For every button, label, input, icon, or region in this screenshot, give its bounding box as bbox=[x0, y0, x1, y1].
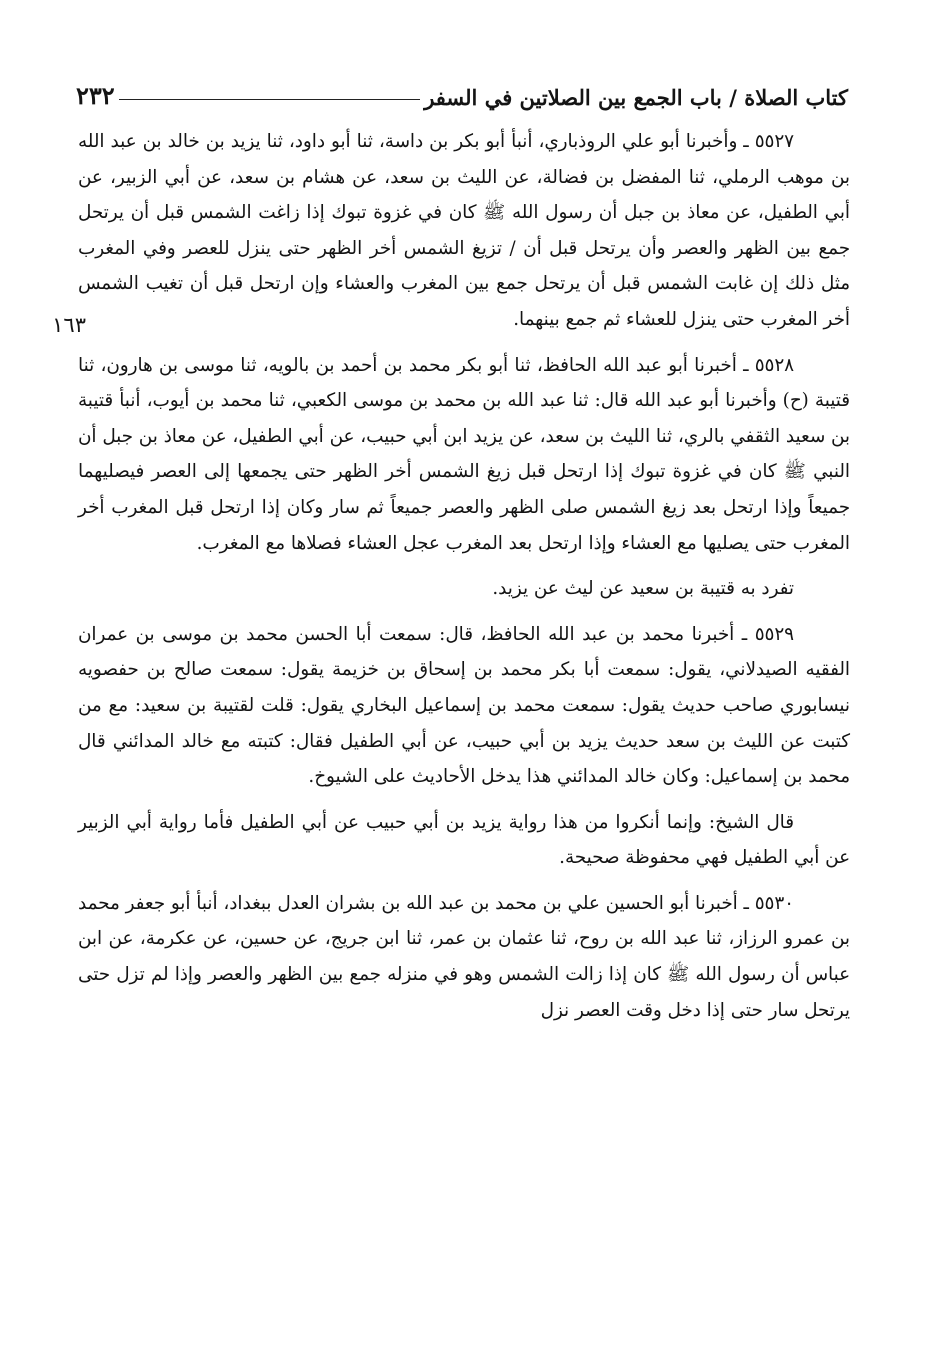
hadith-5528: ٥٥٢٨ ـ أخبرنا أبو عبد الله الحافظ، ثنا أبو بكر محمد بن أحمد بن بالويه، ثنا موسى بن هارون، ثنا قتيبة (ح) وأخبرنا أبو عبد الله قال: ثنا عبد الله بن محمد بن موسى الكعبي، ثنا محمد بن أيوب، أنبأ قتيبة بن سعيد الثقفي بالري، ثنا الليث بن سعد، عن يزيد ابن أبي حبيب، عن أبي الطفيل، عن معاذ بن جبل أن النبي ﷺ كان في غزوة تبوك إذا ارتحل قبل زيغ الشمس أخر الظهر حتى يجمعها إلى العصر فيصليهما جميعاً وإذا ارتحل بعد زيغ الشمس صلى الظهر والعصر جميعاً ثم سار وكان إذا ارتحل قبل المغرب أخر المغرب حتى يصليها مع العشاء وإذا ارتحل بعد المغرب عجل العشاء فصلاها مع المغرب. bbox=[78, 354, 850, 554]
hadith-5527: ٥٥٢٧ ـ وأخبرنا أبو علي الروذباري، أنبأ أبو بكر بن داسة، ثنا أبو داود، ثنا يزيد بن خالد بن عبد الله بن موهب الرملي، ثنا المفضل بن فضالة، عن الليث بن سعد، عن هشام بن سعد، عن أبي الزبير، عن أبي الطفيل، عن معاذ بن جبل أن رسول الله ﷺ كان في غزوة تبوك إذا زاغت الشمس قبل أن يرتحل جمع بين الظهر والعصر وأن يرتحل قبل أن / تزيغ الشمس أخر الظهر حتى ينزل للعصر وفي المغرب مثل ذلك إن غابت الشمس قبل أن يرتحل جمع بين المغرب والعشاء وإن ارتحل قبل أن تغيب الشمس أخر المغرب حتى ينزل للعشاء ثم جمع بينهما. bbox=[78, 131, 850, 330]
page-number: ٢٣٢ bbox=[76, 81, 115, 110]
commentary-tafarrud: تفرد به قتيبة بن سعيد عن ليث عن يزيد. bbox=[492, 578, 794, 600]
hadith-5529: ٥٥٢٩ ـ أخبرنا محمد بن عبد الله الحافظ، قال: سمعت أبا الحسن محمد بن موسى بن عمران الفقيه الصيدلاني، يقول: سمعت أبا بكر محمد بن إسحاق بن خزيمة يقول: سمعت صالح بن حفصويه نيسابوري صاحب حديث يقول: سمعت محمد بن إسماعيل البخاري يقول: قلت لقتيبة بن سعيد: مع من كتبت عن الليث بن سعد حديث يزيد بن أبي حبيب، عن أبي الطفيل فقال: كتبته مع خالد المدائني قال محمد بن إسماعيل: وكان خالد المدائني هذا يدخل الأحاديث على الشيوخ. bbox=[78, 623, 850, 788]
margin-page-reference: ١٦٣ bbox=[52, 313, 86, 337]
page-header bbox=[70, 70, 848, 110]
body-text bbox=[78, 124, 850, 1036]
hadith-5530: ٥٥٣٠ ـ أخبرنا أبو الحسين علي بن محمد بن عبد الله بن بشران العدل ببغداد، أنبأ أبو جعفر محمد بن عمرو الرزاز، ثنا عبد الله بن روح، ثنا عثمان بن عمر، ثنا ابن جريج، عن حسين، عن عكرمة، عن ابن عباس أن رسول الله ﷺ كان إذا زالت الشمس وهو في منزله جمع بين الظهر والعصر وإذا لم تزل حتى يرتحل سار حتى إذا دخل وقت العصر نزل bbox=[78, 892, 850, 1021]
commentary-sheikh: قال الشيخ: وإنما أنكروا من هذا رواية يزيد بن أبي حبيب عن أبي الطفيل فأما رواية أبي الزبير عن أبي الطفيل فهي محفوظة صحيحة. bbox=[78, 811, 850, 869]
header-rule bbox=[119, 99, 421, 100]
running-title: كتاب الصلاة / باب الجمع بين الصلاتين في السفر bbox=[424, 85, 848, 110]
